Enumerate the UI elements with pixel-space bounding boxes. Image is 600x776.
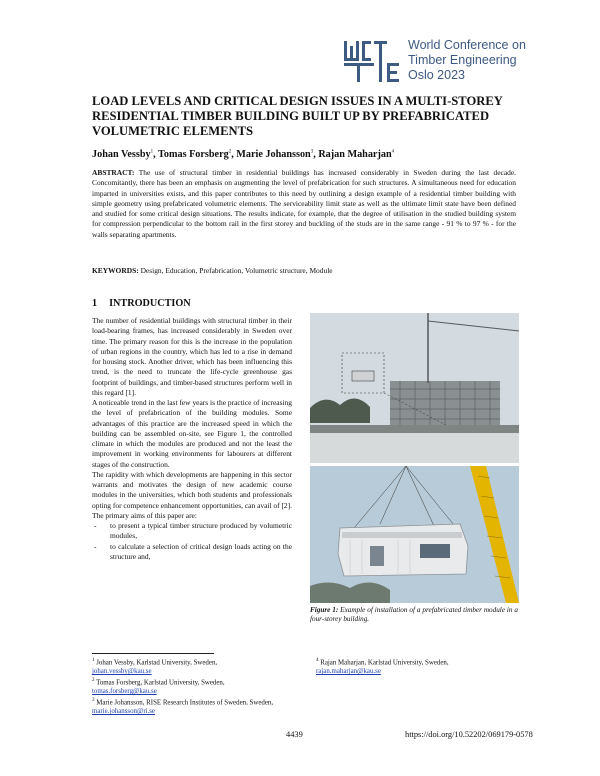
- figure-caption: [310, 606, 518, 624]
- conference-line-2: Timber Engineering: [408, 53, 517, 67]
- figure-photo-module: [310, 466, 519, 603]
- aims-list: [92, 521, 292, 562]
- footnote-divider: [92, 653, 214, 654]
- section-title: INTRODUCTION: [109, 298, 191, 309]
- list-item: - to present a typical timber structure produced by volumetric modules,: [92, 521, 292, 542]
- footnotes-right: [316, 657, 526, 677]
- email-link[interactable]: rajan.maharjan@kau.se: [316, 668, 381, 676]
- paragraph: The number of residential buildings with structural timber in their load-bearing frames, has increased considerably in Sweden over time. The primary reason for this is the increase in the population of urban regions in the country, which has led to a rise in demand for housing stock. Another driver, which has been influencing this trend, is the need to truncate the life-cycle greenhouse gas footprint of buildings, and timber-based structures perform well in this regard [1].: [92, 316, 292, 397]
- author-sep: ,: [231, 149, 237, 160]
- paragraph: A noticeable trend in the last few years is the practice of increasing the level of prefabrication of the building modules. Some advantages of this practice are the increased speed in which the building can be assembled on-site, see Figure 1, the controlled climate in which the modules are produced and not the least the improvement in working environments for labourers at different stages of the construction.: [92, 398, 292, 469]
- figure-caption-text: Example of installation of a prefabricated timber module in a four-storey building.: [310, 606, 518, 624]
- email-link[interactable]: tomas.forsberg@kau.se: [92, 688, 157, 696]
- footnote-sup: 4: [316, 658, 319, 663]
- paper-title: LOAD LEVELS AND CRITICAL DESIGN ISSUES IN A MULTI-STOREY RESIDENTIAL TIMBER BUILDING BUILT UP BY PREFABRICATED VOLUMETRIC ELEMENTS: [92, 94, 503, 138]
- paragraph: The rapidity with which developments are happening in this sector warrants and motivates the design of new academic course modules in the universities, which both students and professionals opting for competence enhancement opportunities, can avail of [2]. The primary aims of this paper are:: [92, 469, 292, 520]
- list-item: - to calculate a selection of critical design loads acting on the structure and,: [92, 542, 292, 563]
- author-sup: 4: [391, 149, 395, 155]
- author-name: Johan Vessby: [92, 149, 151, 160]
- section-heading: [92, 298, 191, 309]
- author-sup: 3: [310, 149, 314, 155]
- intro-body: [92, 316, 292, 562]
- email-link[interactable]: johan.vessby@kau.se: [92, 668, 152, 676]
- author-name: Marie Johansson: [236, 149, 311, 160]
- page-number: 4439: [286, 730, 303, 739]
- footnote-sup: 3: [92, 698, 95, 704]
- keywords-text: Design, Education, Prefabrication, Volumetric structure, Module: [138, 266, 333, 275]
- logo-text: WCTE: [343, 40, 346, 41]
- footnote-text: Johan Vessby, Karlstad University, Sweden,: [94, 659, 218, 667]
- footnote-3: [92, 697, 302, 717]
- footnote-text: Marie Johansson, RISE Research Institutes of Sweden, Sweden,: [94, 699, 274, 707]
- footnote-text: Rajan Maharjan, Karlstad University, Sweden,: [318, 659, 449, 667]
- footnote-4: [316, 657, 526, 677]
- footnote-2: [92, 677, 302, 697]
- figure-photo-site: [310, 313, 519, 463]
- keywords-label: KEYWORDS:: [92, 266, 139, 275]
- wcte-logo: [343, 40, 401, 84]
- doi-link[interactable]: https://doi.org/10.52202/069179-0578: [405, 730, 533, 739]
- author-sep: ,: [313, 149, 319, 160]
- conference-name: [408, 38, 526, 83]
- author-sup: 2: [228, 149, 232, 155]
- footnote-sup: 1: [92, 658, 95, 663]
- author-name: Rajan Maharjan: [318, 149, 392, 160]
- abstract-text: The use of structural timber in residential buildings has increased considerably in Sweden during the last decade. Concomitantly, there has been an emphasis on augmenting the level of prefabrication for such structures. A simultaneous need for education imparted in universities exists, and this paper contributes to this need by outlining a design example of a residential timber building with simple geometry using prefabricated volumetric elements. The serviceability limit state as well as the ultimate limit state have been defined and studied for some critical design situations. The results indicate, for example, that the degree of utilisation in the studied building system for compression perpendicular to the bottom rail in the first storey and buckling of the studs are in the same range - 91 % to 97 % - for the walls separating apartments.: [92, 168, 516, 239]
- author-list: [92, 149, 394, 160]
- abstract-label: ABSTRACT:: [92, 168, 135, 177]
- abstract: [92, 168, 516, 240]
- author-sup: 1: [150, 149, 154, 155]
- footnote-1: [92, 657, 302, 677]
- email-link[interactable]: marie.johansson@ri.se: [92, 708, 155, 716]
- figure-label: Figure 1:: [310, 606, 339, 614]
- footnote-sup: 2: [92, 678, 95, 684]
- author-name: Tomas Forsberg: [158, 149, 229, 160]
- conference-line-3: Oslo 2023: [408, 68, 465, 82]
- section-number: 1: [92, 298, 98, 309]
- keywords: [92, 266, 516, 275]
- conference-line-1: World Conference on: [408, 38, 526, 52]
- footnotes-left: [92, 657, 302, 717]
- footnote-text: Tomas Forsberg, Karlstad University, Sweden,: [94, 679, 225, 687]
- author-sep: ,: [153, 149, 159, 160]
